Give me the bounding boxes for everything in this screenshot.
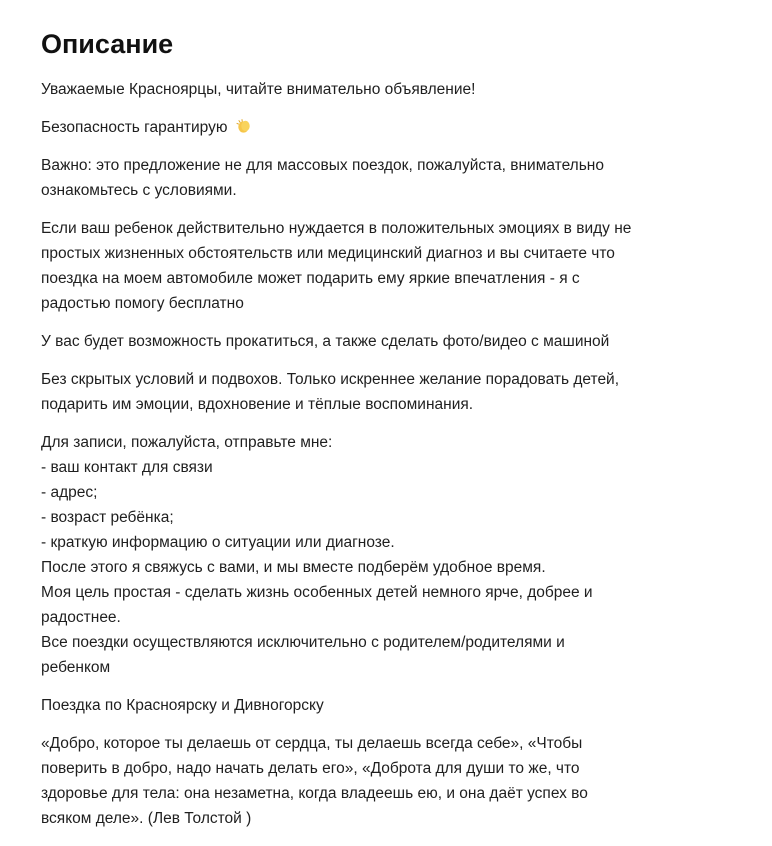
paragraph-route [41,693,748,718]
signup-line-6: После этого я свяжусь с вами, и мы вместе подберём удобное время. [41,559,546,576]
signup-line-2: - ваш контакт для связи [41,459,213,476]
safety-text: Безопасность гарантирую [41,119,228,136]
quote-line-3: здоровье для тела: она незаметна, когда владеешь ею, и она даёт успех во [41,785,588,802]
paragraph-safety [41,115,748,140]
greeting-text: Уважаемые Красноярцы, читайте внимательно объявление! [41,81,476,98]
signup-line-10: ребенком [41,659,111,676]
paragraph-offer [41,216,748,316]
signup-line-7: Моя цель простая - сделать жизнь особенных детей немного ярче, добрее и [41,584,593,601]
clapping-hands-icon [236,118,252,134]
paragraph-quote [41,731,748,831]
quote-line-4: всяком деле». (Лев Толстой ) [41,810,252,827]
no-conditions-line-1: Без скрытых условий и подвохов. Только искреннее желание порадовать детей, [41,371,620,388]
signup-line-3: - адрес; [41,484,98,501]
route-text: Поездка по Красноярску и Дивногорску [41,697,324,714]
offer-line-1: Если ваш ребенок действительно нуждается в положительных эмоциях в виду не [41,220,632,237]
offer-line-2: простых жизненных обстоятельств или медицинский диагноз и вы считаете что [41,245,615,262]
signup-line-5: - краткую информацию о ситуации или диагнозе. [41,534,395,551]
paragraph-important [41,153,748,203]
photo-text: У вас будет возможность прокатиться, а также сделать фото/видео с машиной [41,333,610,350]
quote-line-2: поверить в добро, надо начать делать его», «Доброта для души то же, что [41,760,580,777]
important-line-1: Важно: это предложение не для массовых поездок, пожалуйста, внимательно [41,157,604,174]
quote-line-1: «Добро, которое ты делаешь от сердца, ты делаешь всегда себе», «Чтобы [41,735,583,752]
signup-line-8: радостнее. [41,609,121,626]
signup-line-4: - возраст ребёнка; [41,509,174,526]
signup-line-9: Все поездки осуществляются исключительно с родителем/родителями и [41,634,565,651]
paragraph-signup [41,430,748,680]
signup-line-1: Для записи, пожалуйста, отправьте мне: [41,434,333,451]
paragraph-photo [41,329,748,354]
description-title: Описание [41,29,174,59]
paragraph-no-conditions [41,367,748,417]
paragraph-greeting [41,77,748,102]
important-line-2: ознакомьтесь с условиями. [41,182,237,199]
no-conditions-line-2: подарить им эмоции, вдохновение и тёплые воспоминания. [41,396,474,413]
offer-line-4: радостью помогу бесплатно [41,295,244,312]
offer-line-3: поездка на моем автомобиле может подарить ему яркие впечатления - я с [41,270,580,287]
